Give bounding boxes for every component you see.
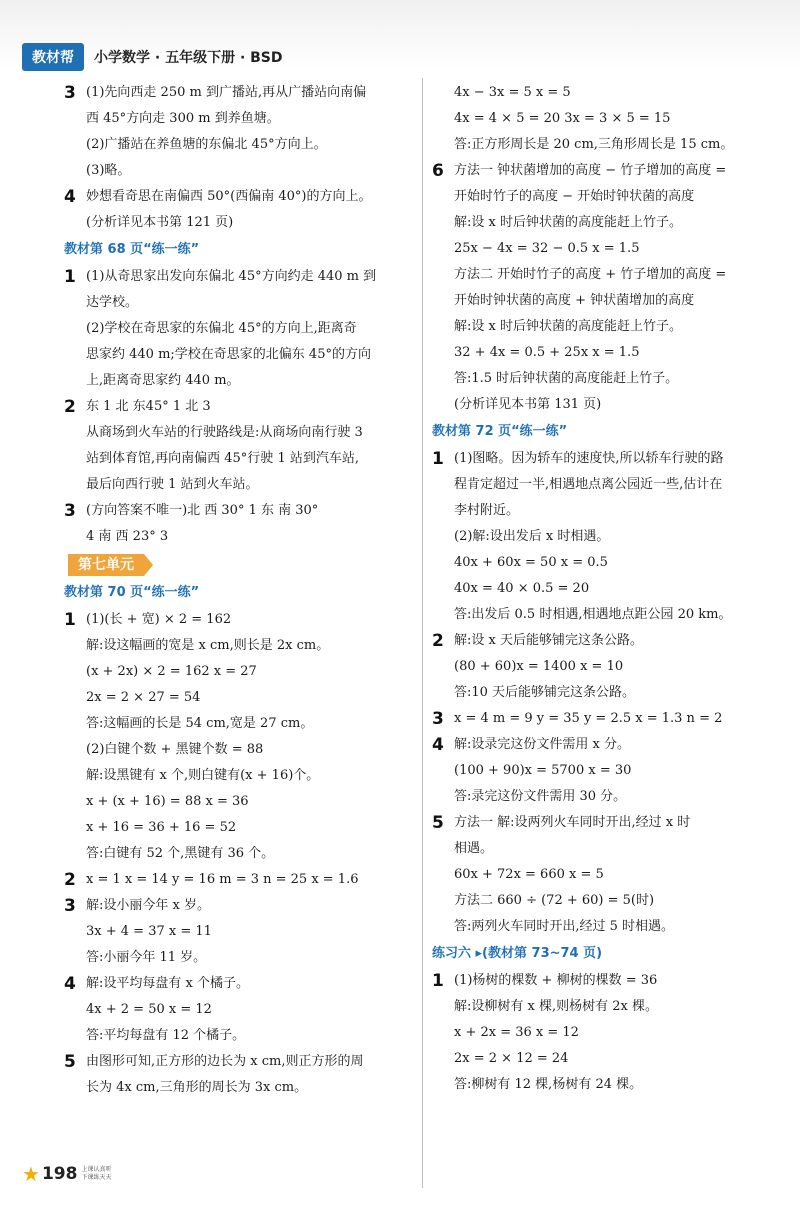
question-number: 1 (432, 449, 444, 469)
answer-line: 4x = 4 × 5 = 20 3x = 3 × 5 = 15 (454, 111, 671, 126)
answer-item (62, 867, 418, 893)
question-number: 3 (64, 501, 76, 521)
answer-line: x + 2x = 36 x = 12 (454, 1025, 579, 1040)
answer-line: 方法二 开始时竹子的高度 + 竹子增加的高度 = (454, 267, 727, 282)
question-number: 4 (64, 187, 76, 207)
book-title: 小学数学 · 五年级下册 · BSD (94, 50, 283, 66)
answer-line: 站到体育馆,再向南偏西 45°行驶 1 站到汽车站, (86, 451, 359, 466)
answer-line: (80 + 60)x = 1400 x = 10 (454, 659, 624, 674)
question-number: 5 (432, 813, 444, 833)
answer-line: (1)先向西走 250 m 到广播站,再从广播站向南偏 (86, 85, 367, 100)
answer-item (62, 1049, 418, 1101)
answer-line: 从商场到火车站的行驶路线是:从商场向南行驶 3 (86, 425, 363, 440)
question-number: 2 (64, 870, 76, 890)
footer-note-line: 上课认真听 (81, 1166, 112, 1173)
section-heading: 教材第 70 页“练一练” (64, 585, 200, 600)
answer-item (62, 184, 418, 236)
answer-line: x = 1 x = 14 y = 16 m = 3 n = 25 x = 1.6 (86, 872, 359, 887)
answer-line: (1)杨树的棵数 + 柳树的棵数 = 36 (454, 973, 658, 988)
answer-line: 方法二 660 ÷ (72 + 60) = 5(时) (454, 893, 655, 908)
answer-line: x + 16 = 36 + 16 = 52 (86, 820, 237, 835)
question-number: 2 (64, 397, 76, 417)
answer-continuation (430, 80, 780, 158)
answer-item (430, 158, 780, 418)
answer-item (430, 732, 780, 810)
answer-line: 开始时竹子的高度 − 开始时钟状菌的高度 (454, 189, 695, 204)
answer-line: 解:设 x 时后钟状菌的高度能赶上竹子。 (454, 319, 682, 334)
header-band (22, 44, 782, 70)
answer-line: (x + 2x) × 2 = 162 x = 27 (86, 664, 257, 679)
answer-line: 答:白键有 52 个,黑键有 36 个。 (86, 846, 275, 861)
brand-label: 教材帮 (22, 43, 84, 71)
answer-line: 40x + 60x = 50 x = 0.5 (454, 555, 608, 570)
answer-line: 25x − 4x = 32 − 0.5 x = 1.5 (454, 241, 640, 256)
answer-line: 解:设小丽今年 x 岁。 (86, 898, 210, 913)
answer-line: 答:1.5 时后钟状菌的高度能赶上竹子。 (454, 371, 679, 386)
answer-line: 答:录完这份文件需用 30 分。 (454, 789, 627, 804)
page-number: 198 (41, 1164, 78, 1184)
question-number: 4 (432, 735, 444, 755)
answer-line: 3x + 4 = 37 x = 11 (86, 924, 212, 939)
unit-banner-row (62, 550, 418, 579)
answer-line: 解:设平均每盘有 x 个橘子。 (86, 976, 249, 991)
question-number: 1 (64, 610, 76, 630)
answer-line: 程肯定超过一半,相遇地点离公园近一些,估计在 (454, 477, 723, 492)
answer-item (62, 264, 418, 394)
answer-line: 答:平均每盘有 12 个橘子。 (86, 1028, 246, 1043)
answer-line: (3)略。 (86, 163, 131, 178)
question-number: 3 (64, 83, 76, 103)
footer-note (81, 1166, 111, 1182)
answer-line: 长为 4x cm,三角形的周长为 3x cm。 (86, 1080, 308, 1095)
answer-line: 方法一 钟状菌增加的高度 − 竹子增加的高度 = (454, 163, 727, 178)
answer-item (430, 810, 780, 940)
answer-line: 东 1 北 东45° 1 北 3 (86, 399, 211, 414)
answer-line: 答:正方形周长是 20 cm,三角形周长是 15 cm。 (454, 137, 734, 152)
question-number: 1 (432, 971, 444, 991)
answer-line: x = 4 m = 9 y = 35 y = 2.5 x = 1.3 n = 2 (454, 711, 723, 726)
answer-line: 由图形可知,正方形的边长为 x cm,则正方形的周 (86, 1054, 364, 1069)
answer-line: 2x = 2 × 27 = 54 (86, 690, 201, 705)
answer-item (430, 446, 780, 628)
answer-line: 40x = 40 × 0.5 = 20 (454, 581, 590, 596)
answer-line: 西 45°方向走 300 m 到养鱼塘。 (86, 111, 280, 126)
answer-line: (2)解:设出发后 x 时相遇。 (454, 529, 610, 544)
unit-banner: 第七单元 (68, 554, 144, 576)
answer-line: (2)广播站在养鱼塘的东偏北 45°方向上。 (86, 137, 327, 152)
question-number: 6 (432, 161, 444, 181)
answer-line: 解:设这幅画的宽是 x cm,则长是 2x cm。 (86, 638, 330, 653)
left-column (62, 80, 418, 1185)
answer-line: x + (x + 16) = 88 x = 36 (86, 794, 249, 809)
answer-line: 解:设录完这份文件需用 x 分。 (454, 737, 630, 752)
section-heading: 练习六 ▸(教材第 73~74 页) (432, 946, 603, 961)
answer-line: (分析详见本书第 131 页) (454, 397, 602, 412)
answer-line: 答:这幅画的长是 54 cm,宽是 27 cm。 (86, 716, 314, 731)
answer-item (62, 971, 418, 1049)
column-divider (422, 78, 423, 1188)
answer-line: 解:设 x 天后能够铺完这条公路。 (454, 633, 643, 648)
answer-line: (1)从奇思家出发向东偏北 45°方向约走 440 m 到 (86, 269, 377, 284)
question-number: 5 (64, 1052, 76, 1072)
answer-line: 思家约 440 m;学校在奇思家的北偏东 45°的方向 (86, 347, 371, 362)
question-number: 4 (64, 974, 76, 994)
answer-line: 60x + 72x = 660 x = 5 (454, 867, 604, 882)
question-number: 1 (64, 267, 76, 287)
answer-line: 答:出发后 0.5 时相遇,相遇地点距公园 20 km。 (454, 607, 732, 622)
answer-line: 相遇。 (454, 841, 494, 856)
answer-item (62, 893, 418, 971)
answer-line: 解:设 x 时后钟状菌的高度能赶上竹子。 (454, 215, 682, 230)
answer-line: (方向答案不唯一)北 西 30° 1 东 南 30° (86, 503, 319, 518)
answer-line: 达学校。 (86, 295, 139, 310)
answer-line: 4x − 3x = 5 x = 5 (454, 85, 571, 100)
question-number: 2 (432, 631, 444, 651)
answer-line: 上,距离奇思家约 440 m。 (86, 373, 240, 388)
section-heading: 教材第 68 页“练一练” (64, 242, 200, 257)
answer-line: (2)白键个数 + 黑键个数 = 88 (86, 742, 264, 757)
answer-line: 开始时钟状菌的高度 + 钟状菌增加的高度 (454, 293, 695, 308)
page-header (0, 0, 800, 70)
answer-line: 妙想看奇思在南偏西 50°(西偏南 40°)的方向上。 (86, 189, 372, 204)
answer-line: 4x + 2 = 50 x = 12 (86, 1002, 212, 1017)
answer-line: 2x = 2 × 12 = 24 (454, 1051, 569, 1066)
page-footer (22, 1160, 111, 1188)
answer-item (62, 394, 418, 498)
answer-line: (分析详见本书第 121 页) (86, 215, 234, 230)
answer-line: 解:设黑键有 x 个,则白键有(x + 16)个。 (86, 768, 320, 783)
answer-item (62, 498, 418, 550)
answer-line: 最后向西行驶 1 站到火车站。 (86, 477, 259, 492)
question-number: 3 (432, 709, 444, 729)
answer-line: 解:设柳树有 x 棵,则杨树有 2x 棵。 (454, 999, 658, 1014)
answer-line: 答:柳树有 12 棵,杨树有 24 棵。 (454, 1077, 643, 1092)
answer-item (430, 628, 780, 706)
footer-note-line: 下课练天天 (81, 1174, 112, 1181)
answer-line: (2)学校在奇思家的东偏北 45°的方向上,距离奇 (86, 321, 357, 336)
answer-line: 李村附近。 (454, 503, 520, 518)
answer-item (430, 968, 780, 1098)
section-heading: 教材第 72 页“练一练” (432, 424, 568, 439)
answer-line: 答:10 天后能够铺完这条公路。 (454, 685, 636, 700)
answer-line: 答:小丽今年 11 岁。 (86, 950, 207, 965)
answer-line: (100 + 90)x = 5700 x = 30 (454, 763, 632, 778)
answer-item (62, 80, 418, 184)
answer-line: 答:两列火车同时开出,经过 5 时相遇。 (454, 919, 675, 934)
star-icon: ★ (22, 1162, 40, 1186)
answer-item (62, 607, 418, 867)
answer-line: (1)图略。因为轿车的速度快,所以轿车行驶的路 (454, 451, 724, 466)
right-column (430, 80, 780, 1185)
question-number: 3 (64, 896, 76, 916)
answer-line: 32 + 4x = 0.5 + 25x x = 1.5 (454, 345, 640, 360)
answer-line: 方法一 解:设两列火车同时开出,经过 x 时 (454, 815, 691, 830)
answer-line: (1)(长 + 宽) × 2 = 162 (86, 612, 232, 627)
answer-item (430, 706, 780, 732)
answer-line: 4 南 西 23° 3 (86, 529, 169, 544)
